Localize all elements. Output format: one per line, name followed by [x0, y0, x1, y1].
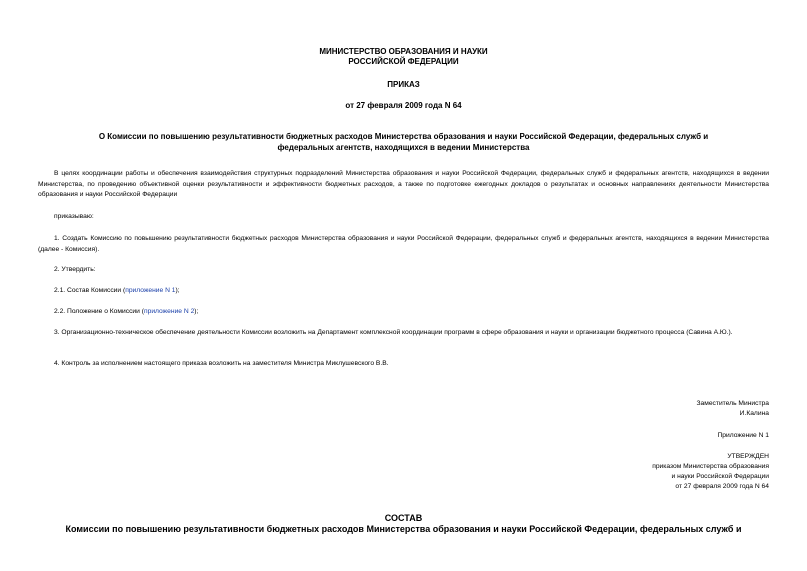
- item-2-2-suffix: );: [194, 308, 199, 315]
- doc-title-line-1: О Комиссии по повышению результативности бюджетных расходов Министерства образования и науки Российской Федерации, федеральных служб и: [98, 132, 709, 141]
- item-2-1-suffix: );: [175, 287, 180, 294]
- doc-title-line-2: федеральных агентств, находящихся в ведении Министерства: [277, 143, 530, 152]
- doc-date: от 27 февраля 2009 года N 64: [345, 101, 462, 110]
- ministry-line-2: РОССИЙСКОЙ ФЕДЕРАЦИИ: [348, 57, 459, 66]
- appendix-label: Приложение N 1: [717, 432, 769, 439]
- order-word: приказываю:: [54, 213, 94, 220]
- signature-name: И.Калина: [739, 410, 769, 417]
- composition-subtitle: Комиссии по повышению результативности бюджетных расходов Министерства образования и науки Российской Федерации, федеральных служб и: [65, 524, 742, 534]
- item-3: 3. Организационно-техническое обеспечение деятельности Комиссии возложить на Департамент комплексной координации программ в сфере образования и науки и организации бюджетного процесса (Савина А.Ю.).: [54, 329, 733, 336]
- appendix-1-link[interactable]: приложение N 1: [125, 287, 176, 294]
- item-2-2-prefix: 2.2. Положение о Комиссии (: [54, 308, 144, 315]
- approved-date: от 27 февраля 2009 года N 64: [675, 483, 769, 490]
- item-2: 2. Утвердить:: [54, 266, 96, 273]
- approved-stamp: УТВЕРЖДЕН: [727, 453, 769, 460]
- item-2-2: [38, 307, 769, 318]
- approved-by-line-2: и науки Российской Федерации: [671, 473, 769, 480]
- item-4: 4. Контроль за исполнением настоящего приказа возложить на заместителя Министра Миклушевского В.В.: [54, 360, 389, 367]
- appendix-2-link[interactable]: приложение N 2: [143, 308, 195, 315]
- approved-by-line-1: приказом Министерства образования: [652, 463, 769, 470]
- ministry-line-1: МИНИСТЕРСТВО ОБРАЗОВАНИЯ И НАУКИ: [319, 47, 488, 56]
- item-2-1: [38, 286, 769, 297]
- item-1: 1. Создать Комиссию по повышению результативности бюджетных расходов Министерства образования и науки Российской Федерации, федеральных служб и федеральных агентств, находящихся в ведении Министерства (далее - Комиссия).: [38, 235, 769, 253]
- doc-type: ПРИКАЗ: [387, 80, 420, 89]
- signature-position: Заместитель Министра: [696, 400, 769, 407]
- composition-title: СОСТАВ: [384, 513, 423, 523]
- item-2-1-prefix: 2.1. Состав Комиссии (: [54, 287, 126, 294]
- preamble-paragraph: В целях координации работы и обеспечения взаимодействия структурных подразделений Министерства образования и науки Российской Федерации, федеральных служб и федеральных агентств, находящихся в ведении Министерства, по проведению объективной оценки результативности и эффективности бюджетных расходов, а также по подготовке ежегодных докладов о результатах и основных направлениях деятельности Министерства образования и науки Российской Федерации: [38, 170, 769, 198]
